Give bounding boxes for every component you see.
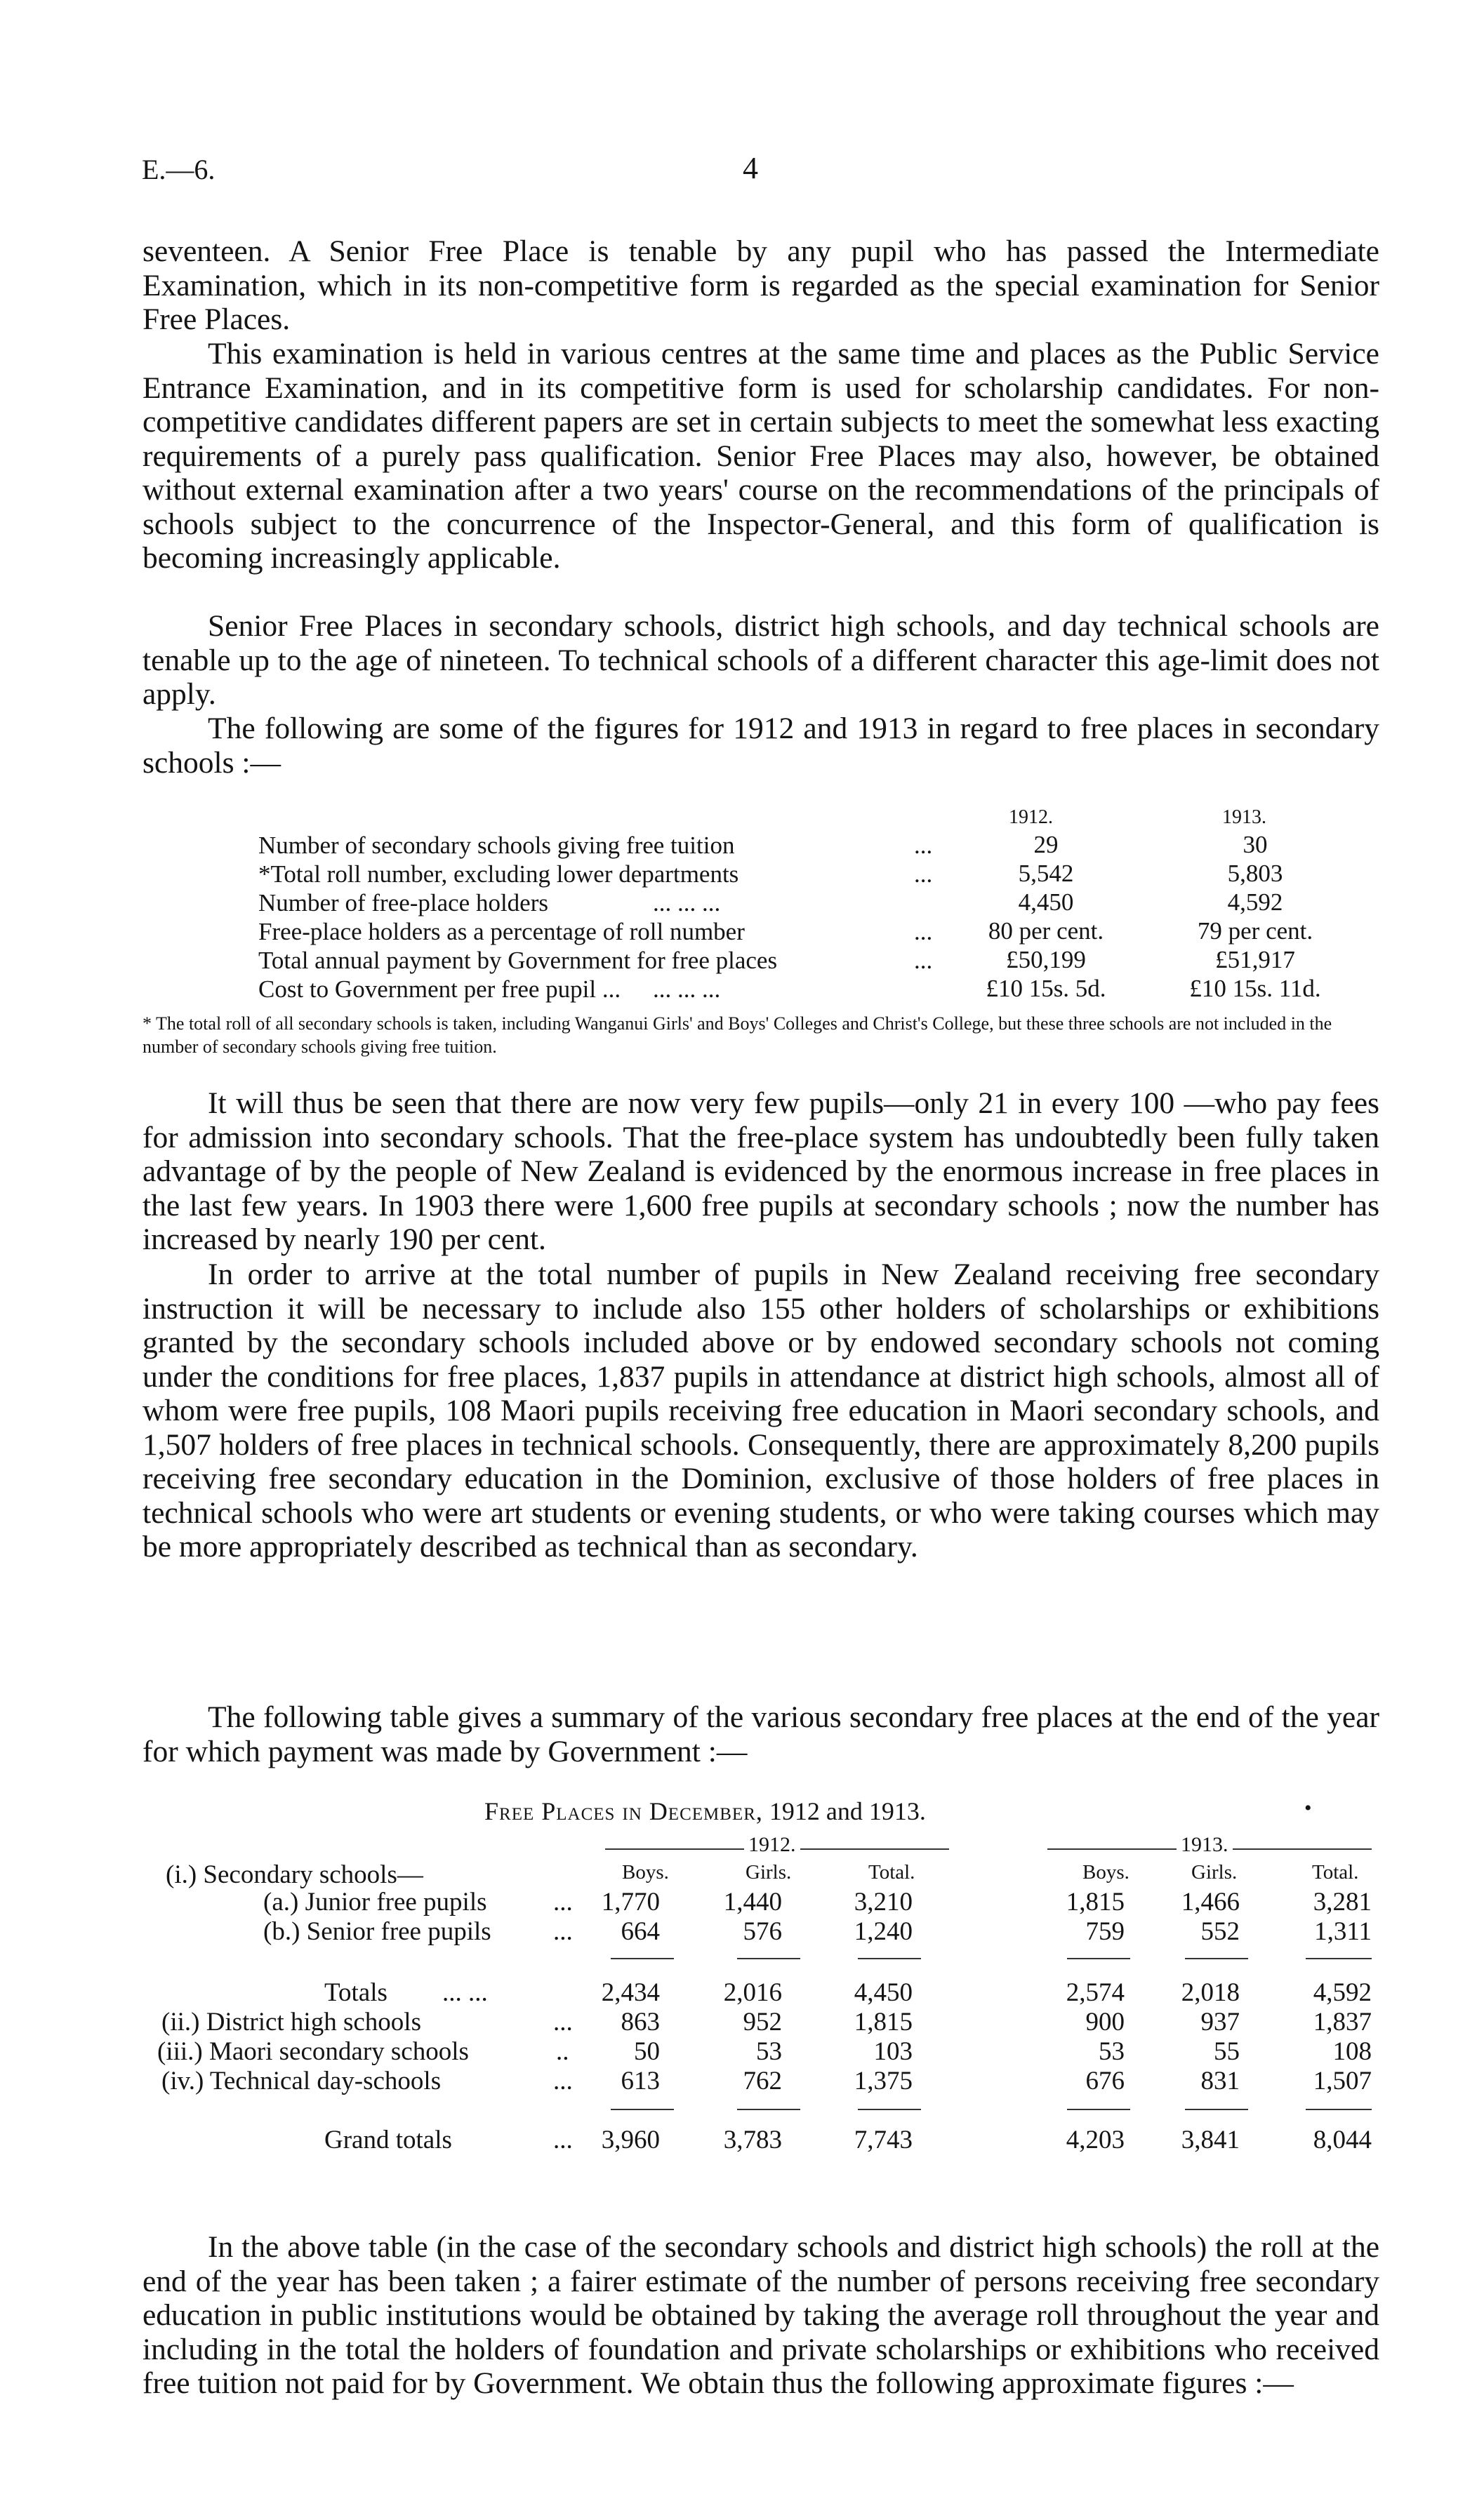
cell: 664 [621, 1917, 660, 1946]
cell: 863 [621, 2008, 660, 2036]
cell: 53 [1099, 2037, 1125, 2066]
cell: 676 [1085, 2067, 1125, 2095]
year-label-1912: 1912. [744, 1833, 800, 1857]
sum-rule [1067, 1958, 1130, 1959]
value-1912: £10 15s. 5d. [986, 975, 1106, 1002]
page-number: 4 [743, 151, 758, 185]
cell: 7,743 [854, 2126, 913, 2154]
row-leader: ... [914, 918, 933, 945]
cell: 952 [743, 2008, 782, 2036]
value-1912: 80 per cent. [988, 917, 1104, 945]
cell: 1,507 [1313, 2067, 1372, 2095]
column-header: Boys. [1082, 1861, 1129, 1884]
cell: 1,466 [1181, 1888, 1240, 1916]
value-1912: 5,542 [1018, 860, 1074, 887]
cell: 1,837 [1313, 2008, 1372, 2036]
table-title [484, 1796, 926, 1826]
cell: 3,960 [601, 2126, 660, 2154]
cell: 2,018 [1181, 1978, 1240, 2007]
paragraph-7: The following table gives a summary of the various secondary free places at the end of the year for which payment was made by Government :— [143, 1700, 1379, 1768]
value-1912: £50,199 [1006, 946, 1086, 973]
cell: 53 [756, 2037, 782, 2066]
row-leader: ... [914, 947, 933, 974]
row-leader: ... [914, 832, 933, 859]
year-header-1913: 1913. [1222, 806, 1266, 828]
cell: 1,815 [854, 2008, 913, 2036]
cell: 108 [1332, 2037, 1372, 2066]
row-leader: ... ... ... [653, 889, 721, 916]
cell: 762 [743, 2067, 782, 2095]
value-1912: 4,450 [1018, 888, 1074, 916]
row-label: Total annual payment by Government for free places [258, 947, 778, 974]
cell: 8,044 [1313, 2126, 1372, 2154]
cell: 900 [1085, 2008, 1125, 2036]
column-header: Girls. [1191, 1861, 1238, 1884]
cell: 4,592 [1313, 1978, 1372, 2007]
year-header-1912: 1912. [1009, 806, 1053, 828]
sum-rule [737, 1958, 800, 1959]
row-label: Cost to Government per free pupil ... [258, 975, 621, 1003]
cell: 3,210 [854, 1888, 913, 1916]
cell: 2,434 [601, 1978, 660, 2007]
sum-rule [1185, 1958, 1248, 1959]
table-title-caps: Free Places in December, [484, 1797, 763, 1825]
cell: 4,450 [854, 1978, 913, 2007]
value-1913: £10 15s. 11d. [1189, 975, 1321, 1002]
cell: 3,783 [723, 2126, 782, 2154]
row-label: Free-place holders as a percentage of roll number [258, 918, 745, 945]
cell: 613 [621, 2067, 660, 2095]
cell: 55 [1214, 2037, 1240, 2066]
sum-rule [858, 2109, 921, 2110]
row-label: (i.) Secondary schools— [166, 1860, 423, 1889]
cell: 937 [1200, 2008, 1240, 2036]
sum-rule [1306, 1958, 1372, 1959]
value-1913: 30 [1243, 831, 1268, 858]
row-leader: ... [553, 2067, 573, 2095]
cell: 2,574 [1066, 1978, 1125, 2007]
row-label: Totals [324, 1978, 387, 2007]
value-1913: 79 per cent. [1197, 917, 1313, 945]
column-header: Girls. [746, 1861, 792, 1884]
paragraph-5: It will thus be seen that there are now very few pupils—only 21 in every 100 —who pay fees for admission into secondary schools. That the free-place system has undoubtedly been fully taken advantage of by the people of New Zealand is evidenced by the enormous increase in free places in the last few years. In 1903 there were 1,600 free pupils at secondary schools ; now the number has increased by nearly 190 per cent. [143, 1086, 1379, 1256]
row-label: Number of free-place holders [258, 889, 548, 916]
table-title-years: 1912 and 1913. [769, 1797, 926, 1825]
value-1913: 4,592 [1227, 888, 1283, 916]
sum-rule [858, 1958, 921, 1959]
sum-rule [611, 1958, 674, 1959]
row-leader: ... [553, 1888, 573, 1916]
cell: 1,375 [854, 2067, 913, 2095]
cell: 576 [743, 1917, 782, 1946]
column-header: Boys. [622, 1861, 669, 1884]
sum-rule [1185, 2109, 1248, 2110]
row-leader: ... [553, 1917, 573, 1946]
cell: 4,203 [1066, 2126, 1125, 2154]
row-label: (iii.) Maori secondary schools [157, 2037, 469, 2066]
cell: 3,281 [1313, 1888, 1372, 1916]
row-leader: ... [914, 860, 933, 888]
stray-mark: • [1304, 1796, 1312, 1820]
sum-rule [737, 2109, 800, 2110]
table-footnote: * The total roll of all secondary schools is taken, including Wanganui Girls' and Boys' Colleges and Christ's College, but these three schools are not included in the number of secondary schools giving free tuition. [143, 1013, 1332, 1057]
cell: 1,770 [601, 1888, 660, 1916]
paragraph-2: This examination is held in various centres at the same time and places as the Public Service Entrance Examination, and in its competitive form is used for scholarship candidates. For non-competitive candidates different papers are set in certain subjects to meet the somewhat less exacting requirements of a purely pass qualification. Senior Free Places may also, however, be obtained without external examination after a two years' course on the recommendations of the principals of schools subject to the concurrence of the Inspector-General, and this form of qualification is becoming increasingly applicable. [143, 337, 1379, 575]
row-leader: .. [556, 2037, 569, 2066]
row-label: (b.) Senior free pupils [263, 1917, 491, 1946]
cell: 759 [1085, 1917, 1125, 1946]
cell: 3,841 [1181, 2126, 1240, 2154]
paragraph-8: In the above table (in the case of the secondary schools and district high schools) the roll at the end of the year has been taken ; a fairer estimate of the number of persons receiving free secondary education in public institutions would be obtained by taking the average roll throughout the year and including in the total the holders of foundation and private scholarships or exhibitions who received free tuition not paid for by Government. We obtain thus the following approximate figures :— [143, 2230, 1379, 2400]
paragraph-3: Senior Free Places in secondary schools, district high schools, and day technical schools are tenable up to the age of nineteen. To technical schools of a different character this age-limit does not apply. [143, 609, 1379, 711]
sum-rule [1067, 2109, 1130, 2110]
row-label: Grand totals [324, 2126, 452, 2154]
paragraph-6: In order to arrive at the total number of pupils in New Zealand receiving free secondary instruction it will be necessary to include also 155 other holders of scholarships or exhibitions granted by the secondary schools included above or by endowed secondary schools not coming under the conditions for free places, 1,837 pupils in attendance at district high schools, almost all of whom were free pupils, 108 Maori pupils receiving free education in Maori secondary schools, and 1,507 holders of free places in technical schools. Consequently, there are approximately 8,200 pupils receiving free secondary education in the Dominion, exclusive of those holders of free places in technical schools who were art students or evening students, or who were taking courses which may be more appropriately described as technical than as secondary. [143, 1258, 1379, 1564]
cell: 1,240 [854, 1917, 913, 1946]
cell: 831 [1200, 2067, 1240, 2095]
row-leader: ... [553, 2126, 573, 2154]
cell: 1,815 [1066, 1888, 1125, 1916]
sum-rule [1306, 2109, 1372, 2110]
cell: 103 [873, 2037, 913, 2066]
row-label: Number of secondary schools giving free tuition [258, 832, 735, 859]
cell: 1,311 [1314, 1917, 1372, 1946]
cell: 2,016 [723, 1978, 782, 2007]
row-leader: ... [553, 2008, 573, 2036]
cell: 1,440 [723, 1888, 782, 1916]
row-leader: ... ... [442, 1978, 488, 2007]
row-label: (a.) Junior free pupils [263, 1888, 487, 1916]
cell: 552 [1200, 1917, 1240, 1946]
row-leader: ... ... ... [653, 975, 721, 1003]
value-1913: £51,917 [1215, 946, 1295, 973]
paragraph-1: seventeen. A Senior Free Place is tenable by any pupil who has passed the Intermediate Examination, which in its non-competitive form is regarded as the special examination for Senior Free Places. [143, 234, 1379, 336]
document-reference: E.—6. [142, 154, 216, 185]
row-label: (ii.) District high schools [161, 2008, 421, 2036]
column-header: Total. [1312, 1861, 1359, 1884]
row-label: *Total roll number, excluding lower departments [258, 860, 739, 888]
value-1912: 29 [1033, 831, 1059, 858]
cell: 50 [634, 2037, 660, 2066]
value-1913: 5,803 [1227, 860, 1283, 887]
year-label-1913: 1913. [1177, 1833, 1233, 1857]
row-label: (iv.) Technical day-schools [161, 2067, 442, 2095]
column-header: Total. [868, 1861, 915, 1884]
sum-rule [611, 2109, 674, 2110]
paragraph-4: The following are some of the figures for 1912 and 1913 in regard to free places in secondary schools :— [143, 712, 1379, 780]
